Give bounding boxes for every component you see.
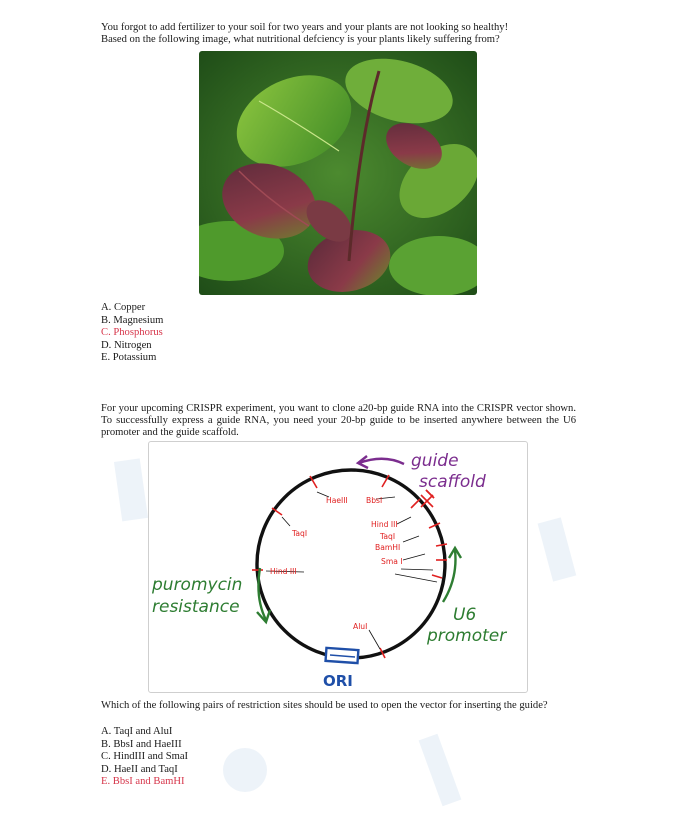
option-c[interactable]: C. HindIII and SmaI xyxy=(101,751,189,762)
option-a[interactable]: A. Copper xyxy=(101,302,146,313)
question-1-options xyxy=(101,302,163,365)
ori-label: ORI xyxy=(323,672,353,690)
option-b[interactable]: B. BbsI and HaeIII xyxy=(101,738,182,750)
guide-label: guide xyxy=(411,451,459,471)
option-d[interactable]: D. HaeII and TaqI xyxy=(101,763,178,775)
plasmid-backbone xyxy=(257,470,445,658)
site-bamhi: BamHI xyxy=(375,543,401,552)
site-bbsi: BbsI xyxy=(366,496,383,505)
question-2-options xyxy=(101,726,188,789)
site-taqi-right: TaqI xyxy=(380,532,396,541)
puromycin-label: puromycin xyxy=(152,575,243,595)
site-taqi-left: TaqI xyxy=(292,529,308,538)
site-smai: Sma I xyxy=(381,557,403,566)
scaffold-label: scaffold xyxy=(419,472,486,492)
question-2-intro: For your upcoming CRISPR experiment, you want to clone a20-bp guide RNA into the CRISPR vector shown. To successfully express a guide RNA, you need your 20-bp guide to be inserted anywhere between the U6 promoter and the guide scaffold. xyxy=(101,403,576,439)
option-c[interactable]: C. Phosphorus xyxy=(101,327,163,338)
site-hindiii-right: Hind III xyxy=(371,520,398,529)
site-haeiii: HaeIII xyxy=(326,496,348,505)
vector-map xyxy=(149,442,527,692)
crispr-vector-diagram xyxy=(148,441,528,693)
question-2-prompt: Which of the following pairs of restriction sites should be used to open the vector for inserting the guide? xyxy=(101,700,548,711)
option-b[interactable]: B. Magnesium xyxy=(101,314,164,326)
option-d[interactable]: D. Nitrogen xyxy=(101,339,152,351)
site-alui: AluI xyxy=(353,622,368,631)
option-a[interactable]: A. TaqI and AluI xyxy=(101,726,173,737)
option-e[interactable]: E. Potassium xyxy=(101,352,157,363)
promoter-label: promoter xyxy=(427,626,507,646)
guide-scaffold-arrow xyxy=(359,459,404,464)
option-e[interactable]: E. BbsI and BamHI xyxy=(101,776,185,787)
u6-label: U6 xyxy=(453,605,477,625)
leaf-photo-drawing xyxy=(199,51,477,295)
leaf-photo xyxy=(199,51,477,295)
site-hindiii-left: Hind III xyxy=(270,567,297,576)
resistance-label: resistance xyxy=(152,597,240,617)
question-1-line-2: Based on the following image, what nutritional defciency is your plants likely suffering from? xyxy=(101,34,500,46)
question-1-prompt xyxy=(101,22,576,46)
question-1-line-1: You forgot to add fertilizer to your soil for two years and your plants are not looking so healthy! xyxy=(101,22,509,33)
